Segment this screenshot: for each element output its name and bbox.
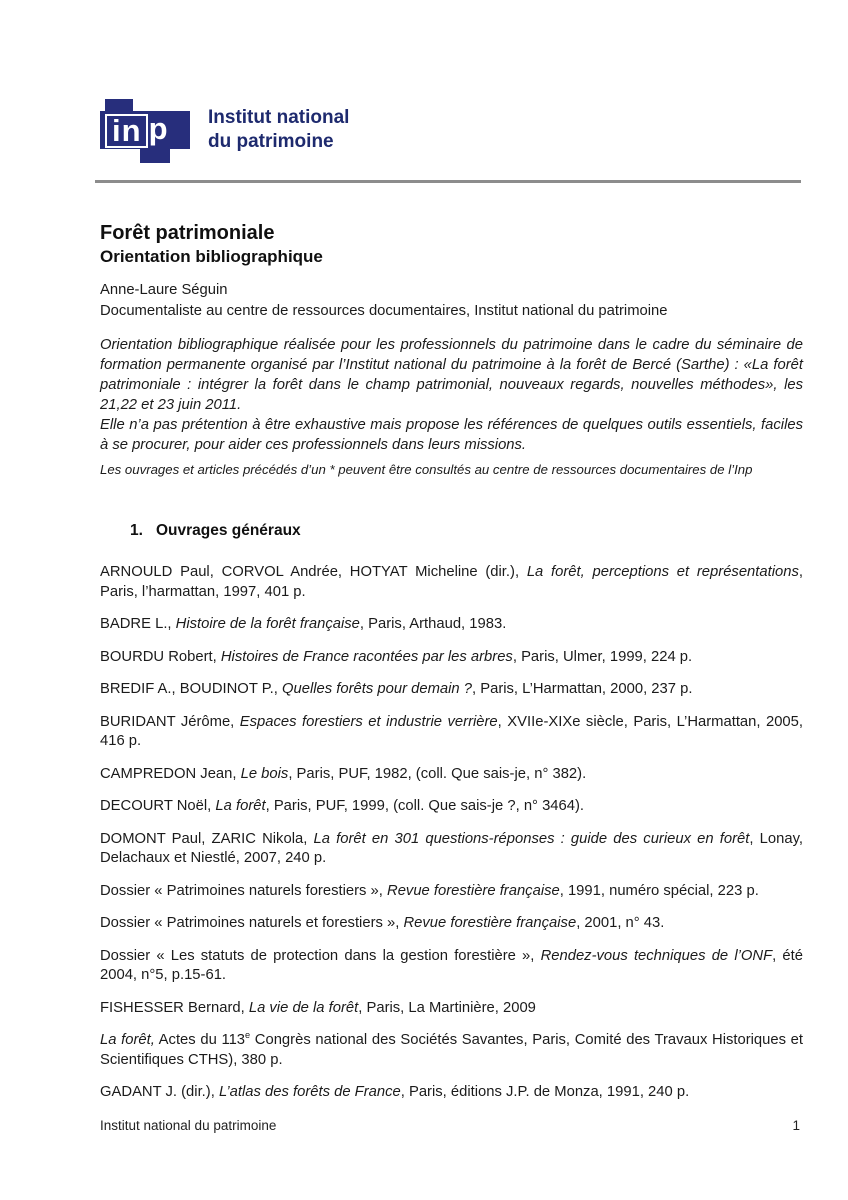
bibliography-entry: DECOURT Noël, La forêt, Paris, PUF, 1999, (coll. Que sais-je ?, n° 3464).	[100, 798, 585, 814]
bibliography-entry: BADRE L., Histoire de la forêt française, Paris, Arthaud, 1983.	[100, 616, 507, 632]
logo-acronym	[105, 111, 169, 148]
bibliography-list	[100, 563, 803, 1103]
availability-note: Les ouvrages et articles précédés d’un * peuvent être consultés au centre de ressources documentaires de l’Inp	[100, 462, 753, 477]
author-role: Documentaliste au centre de ressources documentaires, Institut national du patrimoine	[100, 303, 668, 319]
bibliography-entry: Dossier « Patrimoines naturels et forestiers », Revue forestière française, 2001, n° 43.	[100, 915, 665, 931]
header-divider-rule	[95, 180, 801, 183]
intro-paragraph-2: Elle n’a pas prétention à être exhaustive mais propose les références de quelques outils essentiels, faciles à se procurer, pour aider ces professionnels dans leurs missions.	[100, 417, 803, 453]
bibliography-entry: BOURDU Robert, Histoires de France racontées par les arbres, Paris, Ulmer, 1999, 224 p.	[100, 648, 693, 665]
footer-page-number: 1	[792, 1118, 800, 1133]
page-footer	[100, 1117, 800, 1134]
footer-org: Institut national du patrimoine	[100, 1118, 277, 1133]
intro-paragraph-1: Orientation bibliographique réalisée pour les professionnels du patrimoine dans le cadre du séminaire de formation permanente organisé par l’Institut national du patrimoine à la forêt de Bercé (Sarthe) : «La forêt patrimoniale : intégrer la forêt dans le champ patrimonial, nouveaux regards, nouvelles méthodes», les 21,22 et 23 juin 2011.	[100, 337, 803, 413]
bibliography-entry: DOMONT Paul, ZARIC Nikola, La forêt en 301 questions-réponses : guide des curieux en forêt, Lonay, Delachaux et Niestlé, 2007, 240 p.	[100, 830, 803, 866]
bibliography-entry: ARNOULD Paul, CORVOL Andrée, HOTYAT Micheline (dir.), La forêt, perceptions et représentations, Paris, l’harmattan, 1997, 401 p.	[100, 564, 803, 600]
section-title: Ouvrages généraux	[155, 522, 301, 539]
org-name	[208, 106, 349, 154]
document-body	[100, 221, 803, 1116]
bibliography-entry: Dossier « Patrimoines naturels forestiers », Revue forestière française, 1991, numéro spécial, 223 p.	[100, 882, 759, 899]
bibliography-entry: GADANT J. (dir.), L’atlas des forêts de France, Paris, éditions J.P. de Monza, 1991, 240 p.	[100, 1084, 690, 1100]
org-name-line2: du patrimoine	[208, 131, 334, 152]
section-number: 1.	[130, 522, 143, 539]
bibliography-entry: Dossier « Les statuts de protection dans la gestion forestière », Rendez-vous techniques de l’ONF, été 2004, n°5, p.15-61.	[100, 947, 803, 983]
bibliography-entry: CAMPREDON Jean, Le bois, Paris, PUF, 1982, (coll. Que sais-je, n° 382).	[100, 765, 587, 782]
inp-logo	[100, 99, 195, 165]
section-heading	[130, 521, 803, 541]
logo-acronym-in: in	[105, 114, 148, 148]
logo-bottom-tab	[140, 149, 170, 163]
page-title: Forêt patrimoniale	[100, 222, 275, 244]
org-name-line1: Institut national	[208, 107, 350, 128]
bibliography-entry: La forêt, Actes du 113e Congrès national des Sociétés Savantes, Paris, Comité des Travaux Historiques et Scientifiques CTHS), 380 p.	[100, 1030, 804, 1068]
author-name: Anne-Laure Séguin	[100, 282, 228, 298]
bibliography-entry: BURIDANT Jérôme, Espaces forestiers et industrie verrière, XVIIe-XIXe siècle, Paris, L’Harmattan, 2005, 416 p.	[100, 713, 804, 749]
intro-block	[100, 335, 803, 455]
page-subtitle: Orientation bibliographique	[100, 247, 323, 266]
logo-acronym-p: p	[148, 111, 169, 146]
bibliography-entry: FISHESSER Bernard, La vie de la forêt, Paris, La Martinière, 2009	[100, 999, 536, 1016]
bibliography-entry: BREDIF A., BOUDINOT P., Quelles forêts pour demain ?, Paris, L’Harmattan, 2000, 237 p.	[100, 681, 693, 697]
